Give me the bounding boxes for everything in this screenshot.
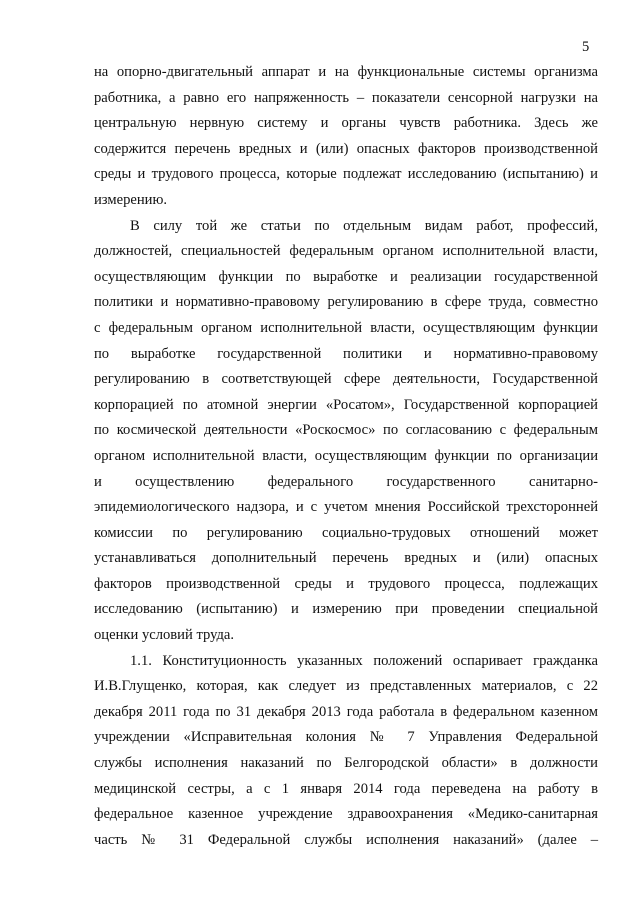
text-line: факторов производственной среды и трудового процесса, подлежащих bbox=[94, 575, 598, 592]
text-line: корпорацией по атомной энергии «Росатом», Государственной корпорацией bbox=[94, 396, 598, 413]
text-line: 1.1. Конституционность указанных положений оспаривает гражданка bbox=[130, 652, 598, 669]
text-line: центральную нервную систему и органы чувств работника. Здесь же bbox=[94, 115, 598, 132]
text-line: регулированию в соответствующей сфере деятельности, Государственной bbox=[94, 371, 598, 388]
text-line: исследованию (испытанию) и измерению при проведении специальной bbox=[94, 601, 598, 618]
text-line: устанавливаться дополнительный перечень вредных и (или) опасных bbox=[94, 550, 598, 567]
text-line: учреждении «Исправительная колония № 7 Управления Федеральной bbox=[94, 729, 598, 746]
text-line: осуществляющим функции по выработке и реализации государственной bbox=[94, 268, 598, 285]
text-line: декабря 2011 года по 31 декабря 2013 года работала в федеральном казенном bbox=[94, 703, 598, 720]
text-line: измерению. bbox=[94, 191, 168, 208]
text-line: по космической деятельности «Роскосмос» по согласованию с федеральным bbox=[94, 422, 598, 439]
page-number: 5 bbox=[582, 39, 590, 55]
document-body bbox=[94, 60, 598, 853]
text-line: среды и трудового процесса, которые подлежат исследованию (испытанию) и bbox=[94, 166, 598, 183]
text-line: часть № 31 Федеральной службы исполнения наказаний» (далее – bbox=[94, 831, 598, 848]
text-line: на опорно-двигательный аппарат и на функциональные системы организма bbox=[94, 64, 598, 80]
text-line: федеральное казенное учреждение здравоохранения «Медико-санитарная bbox=[94, 806, 598, 823]
text-line: И.В.Глущенко, которая, как следует из представленных материалов, с 22 bbox=[94, 678, 598, 695]
text-line: должностей, специальностей федеральным органом исполнительной власти, bbox=[94, 243, 598, 260]
text-line: медицинской сестры, а с 1 января 2014 года переведена на работу в bbox=[94, 780, 598, 797]
text-line: работника, а равно его напряженность – показатели сенсорной нагрузки на bbox=[94, 89, 598, 106]
text-line: В силу той же статьи по отдельным видам работ, профессий, bbox=[130, 217, 598, 234]
text-line: эпидемиологического надзора, и с учетом мнения Российской трехсторонней bbox=[94, 499, 598, 516]
text-line: политики и нормативно-правовому регулированию в сфере труда, совместно bbox=[94, 294, 598, 311]
text-line: комиссии по регулированию социально-трудовых отношений может bbox=[94, 524, 598, 541]
text-line: органом исполнительной власти, осуществляющим функции по организации bbox=[94, 447, 598, 464]
text-line: по выработке государственной политики и нормативно-правовому bbox=[94, 345, 598, 362]
text-line: оценки условий труда. bbox=[94, 627, 235, 644]
text-line: и осуществлению федерального государственного санитарно- bbox=[94, 473, 598, 490]
text-line: с федеральным органом исполнительной власти, осуществляющим функции bbox=[94, 319, 598, 336]
text-line: содержится перечень вредных и (или) опасных факторов производственной bbox=[94, 140, 598, 157]
text-line: службы исполнения наказаний по Белгородской области» в должности bbox=[94, 755, 598, 772]
